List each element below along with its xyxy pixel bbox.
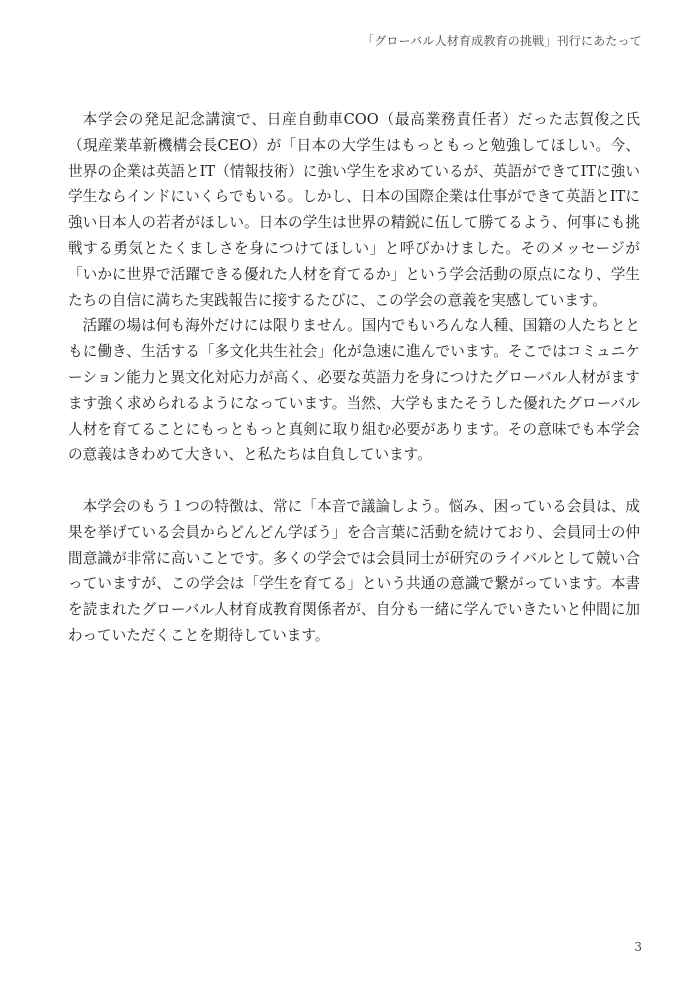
page-body bbox=[68, 107, 640, 649]
body-paragraph-2: 活躍の場は何も海外だけには限りません。国内でもいろんな人種、国籍の人たちとともに働き、生活する「多文化共生社会」化が急速に進んでいます。そこではコミュニケーション能力と異文化対応力が高く、必要な英語力を身につけたグローバル人材がますます強く求められるようになっています。当然、大学もまたそうした優れたグローバル人材を育てることにもっともっと真剣に取り組む必要があります。その意味でも本学会の意義はきわめて大きい、と私たちは自負しています。 bbox=[68, 317, 640, 464]
running-header: 「グローバル人材育成教育の挑戦」刊行にあたって bbox=[361, 34, 642, 48]
body-paragraph-3: 本学会のもう１つの特徴は、常に「本音で議論しよう。悩み、困っている会員は、成果を挙げている会員からどんどん学ぼう」を合言葉に活動を続けており、会員同士の仲間意識が非常に高いことです。多くの学会では会員同士が研究のライバルとして競い合っていますが、この学会は「学生を育てる」という共通の意識で繋がっています。本書を読まれたグローバル人材育成教育関係者が、自分も一緒に学んでいきたいと仲間に加わっていただくことを期待しています。 bbox=[68, 497, 640, 644]
body-paragraph-1: 本学会の発足記念講演で、日産自動車COO（最高業務責任者）だった志賀俊之氏（現産業革新機構会長CEO）が「日本の大学生はもっともっと勉強してほしい。今、世界の企業は英語とIT（情報技術）に強い学生を求めているが、英語ができてITに強い学生ならインドにいくらでもいる。しかし、日本の国際企業は仕事ができて英語とITに強い日本人の若者がほしい。日本の学生は世界の精鋭に伍して勝てるよう、何事にも挑戦する勇気とたくましさを身につけてほしい」と呼びかけました。そのメッセージが「いかに世界で活躍できる優れた人材を育てるか」という学会活動の原点になり、学生たちの自信に満ちた実践報告に接するたびに、この学会の意義を実感しています。 bbox=[68, 111, 640, 309]
page-number: 3 bbox=[634, 940, 642, 954]
